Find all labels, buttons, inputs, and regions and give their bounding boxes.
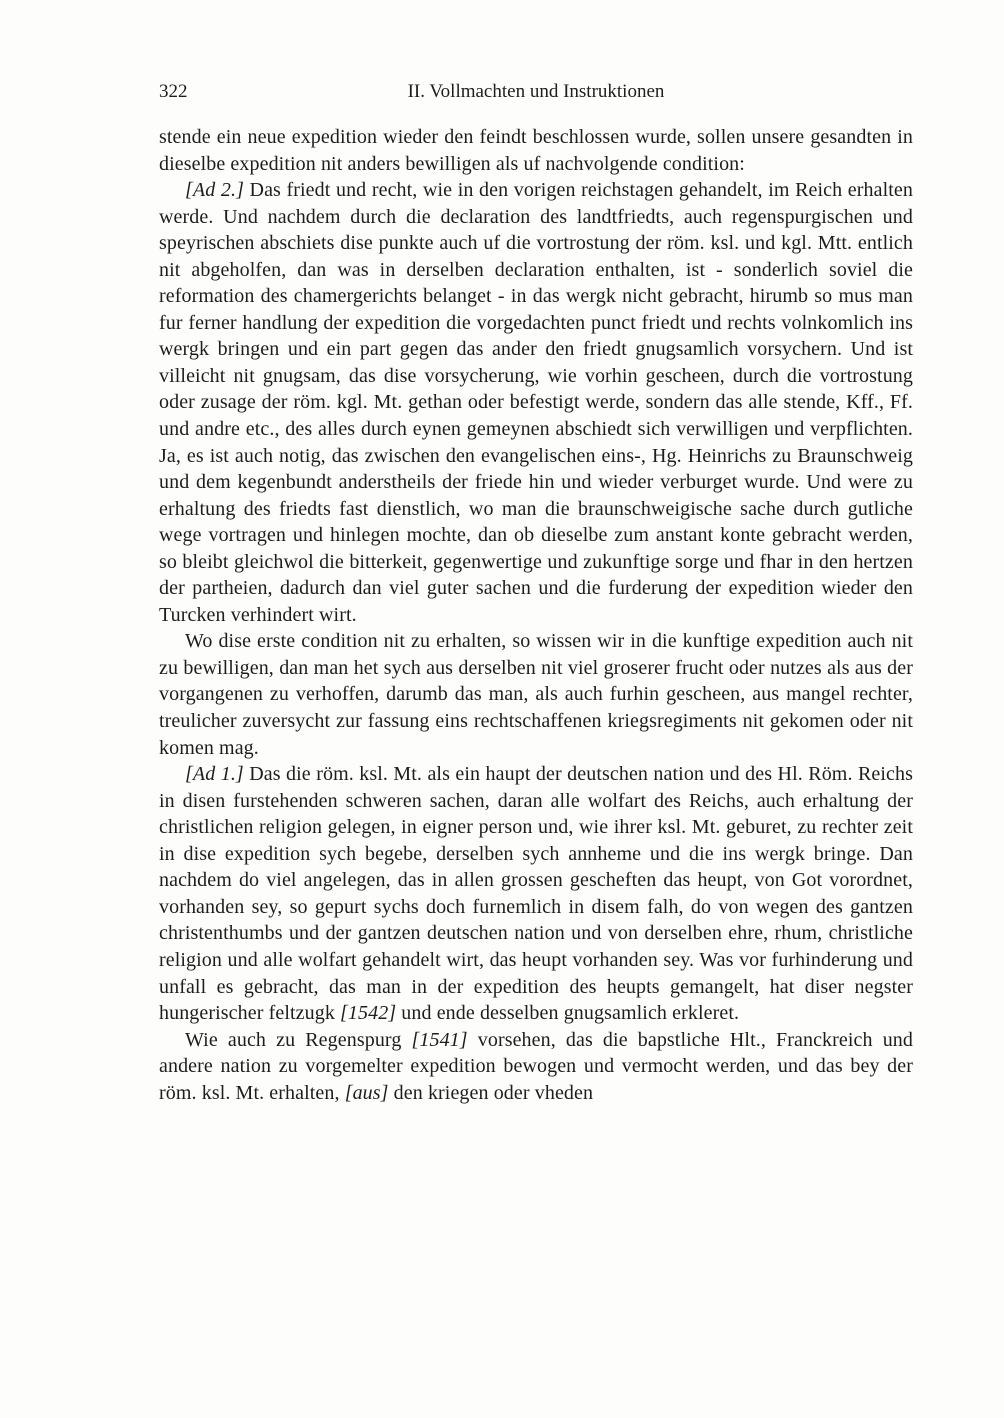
paragraph	[159, 761, 913, 1026]
text-segment: Das die röm. ksl. Mt. als ein haupt der deutschen nation und des Hl. Röm. Reichs in disen furstehenden schweren sachen, daran alle wolfart des Reichs, auch erhaltung der christlichen religion gelegen, in eigner person und, wie ihrer ksl. Mt. geburet, zu rechter zeit in dise expedition sych begebe, derselben sych annheme und die ins wergk bringe. Dan nachdem do viel angelegen, das in allen grossen gescheften das heupt, von Got vorordnet, vorhanden sey, so gepurt sychs doch furnemlich in disem falh, do von wegen des gantzen christenthumbs und der gantzen deutschen nation und von derselben ehre, rhum, christliche religion und alle wolfart gehandelt wirt, das heupt vorhanden sey. Was vor furhinderung und unfall es gebracht, das man in der expedition des heupts gemangelt, hat diser negster hungerischer feltzugk	[159, 763, 914, 1025]
text-segment: den kriegen oder vheden	[388, 1081, 594, 1104]
editorial-note: [Ad 1.]	[185, 763, 244, 786]
editorial-note: [1542]	[340, 1002, 397, 1025]
editorial-note: [1541]	[411, 1028, 468, 1051]
paragraph	[159, 124, 913, 177]
page-number: 322	[159, 81, 188, 102]
page-content	[159, 80, 913, 1106]
text-segment: und ende desselben gnugsamlich erkleret.	[396, 1002, 740, 1025]
text-segment: Das friedt und recht, wie in den vorigen reichstagen gehandelt, im Reich erhalten werde. Und nachdem durch die declaration des landtfriedts, auch regenspurgischen und speyrischen abschiets dise punkte auch uf die vortrostung der röm. ksl. und kgl. Mtt. entlich nit abgeholfen, dan was in derselben declaration enthalten, ist - sonderlich soviel die reformation des chamergerichts belanget - in das wergk nicht gebracht, hirumb so mus man fur ferner handlung der expedition die vorgedachten punct friedt und rechts volnkomlich ins wergk bringen und ein part gegen das ander den friedt gnugsamlich vorsychern. Und ist villeicht nit gnugsam, das dise vorsycherung, wie vorhin gescheen, durch die vortrostung oder zusage der röm. kgl. Mt. gethan oder befestigt werde, sondern das alle stende, Kff., Ff. und andre etc., des alles durch eynen gemeynen abschiedt sich verwilligen und verpflichten. Ja, es ist auch notig, das zwischen den evangelischen eins-, Hg. Heinrichs zu Braunschweig und dem kegenbundt anderstheils der friede hin und wieder verburget wurde. Und were zu erhaltung des friedts fast dienstlich, wo man die braunschweigische sache durch gutliche wege vortragen und hinlegen mochte, dan ob dieselbe zum anstant konte gebracht werden, so bleibt gleichwol die bitterkeit, gegenwertige und zukunftige sorge und fhar in den hertzen der partheien, dadurch dan viel guter sachen und die furderung der expedition wieder den Turcken verhindert wirt.	[159, 179, 913, 626]
page-header	[159, 80, 913, 104]
text-body	[159, 124, 913, 1106]
running-title: II. Vollmachten und Instruktionen	[407, 81, 665, 102]
paragraph	[159, 1027, 913, 1107]
text-segment: Wo dise erste condition nit zu erhalten, so wissen wir in die kunftige expedition auch nit zu bewilligen, dan man het sych aus derselben nit viel groserer frucht oder nutzes als aus der vorgangenen zu verhoffen, darumb das man, als auch furhin gescheen, aus mangel rechter, treulicher zuversycht zur fassung eins rechtschaffenen kriegsregiments nit gekomen oder nit komen mag.	[159, 630, 913, 759]
paragraph	[159, 177, 913, 628]
paragraph	[159, 628, 913, 761]
editorial-note: [Ad 2.]	[185, 179, 244, 202]
editorial-note: [aus]	[344, 1081, 389, 1104]
text-segment: stende ein neue expedition wieder den feindt beschlossen wurde, sollen unsere gesandten in dieselbe expedition nit anders bewilligen als uf nachvolgende condition:	[159, 126, 913, 175]
text-segment: Wie auch zu Regenspurg	[185, 1028, 412, 1051]
text-segment: vorsehen, das die bapstliche Hlt., Franckreich und andere nation zu vorgemelter expedition bewogen und vermocht werden, und das bey der röm. ksl. Mt. erhalten,	[159, 1028, 913, 1104]
